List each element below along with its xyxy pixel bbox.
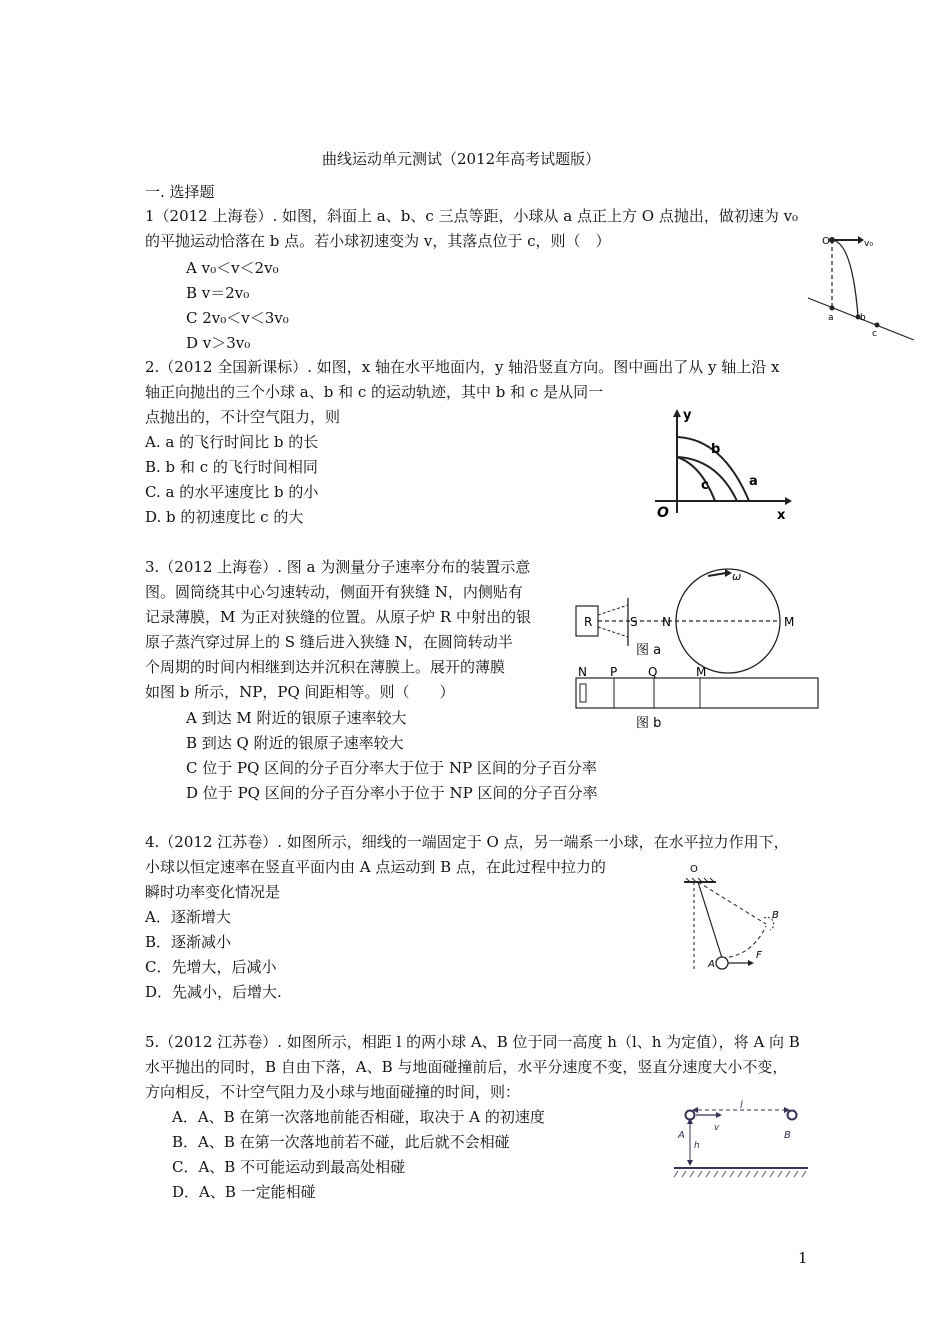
question-text: 瞬时功率变化情况是 bbox=[145, 883, 281, 901]
question-text: 水平抛出的同时，B 自由下落，A、B 与地面碰撞前后，水平分速度不变，竖直分速度大小不变， bbox=[145, 1058, 788, 1076]
label-M: M bbox=[784, 615, 795, 629]
strip-M: M bbox=[696, 665, 707, 679]
option-b: B 到达 Q 附近的银原子速率较大 bbox=[186, 734, 404, 752]
label-O: O bbox=[657, 505, 669, 521]
label-R: R bbox=[584, 615, 593, 629]
label-b: b bbox=[860, 313, 866, 323]
option-c: C 2v₀＜v＜3v₀ bbox=[186, 309, 289, 327]
strip-P: P bbox=[610, 665, 618, 679]
label-B: B bbox=[784, 1130, 791, 1141]
option-a: A. a 的飞行时间比 b 的长 bbox=[145, 433, 319, 451]
q1-figure bbox=[800, 230, 920, 345]
label-v0: v₀ bbox=[864, 239, 873, 249]
option-c: C 位于 PQ 区间的分子百分率大于位于 NP 区间的分子百分率 bbox=[186, 759, 597, 777]
page-title: 曲线运动单元测试（2012年高考试题版） bbox=[322, 150, 601, 168]
label-x: x bbox=[777, 508, 786, 523]
option-b: B v＝2v₀ bbox=[186, 284, 250, 302]
label-h: h bbox=[694, 1141, 700, 1151]
question-text: 个周期的时间内相继到达并沉积在薄膜上。展开的薄膜 bbox=[145, 658, 506, 676]
label-O: O bbox=[690, 864, 698, 875]
option-b: B. b 和 c 的飞行时间相同 bbox=[145, 458, 318, 476]
label-omega: ω bbox=[732, 570, 742, 583]
question-text: 4.（2012 江苏卷）. 如图所示，细线的一端固定于 O 点，另一端系一小球，在水平拉力作用下， bbox=[145, 833, 789, 851]
question-text: 1（2012 上海卷）. 如图，斜面上 a、b、c 三点等距，小球从 a 点正上方 O 点抛出，做初速为 v₀ bbox=[145, 207, 799, 225]
question-text: 方向相反，不计空气阻力及小球与地面碰撞的时间，则： bbox=[145, 1083, 521, 1101]
label-c: c bbox=[701, 478, 709, 493]
option-d: D．A、B 一定能相碰 bbox=[172, 1183, 316, 1201]
q5-figure bbox=[672, 1098, 812, 1188]
page-number: 1 bbox=[798, 1249, 808, 1267]
option-a: A．逐渐增大 bbox=[145, 908, 231, 926]
label-A: A bbox=[678, 1130, 685, 1141]
option-a: A 到达 M 附近的银原子速率较大 bbox=[186, 709, 407, 727]
strip-N: N bbox=[578, 665, 587, 679]
option-a: A v₀＜v＜2v₀ bbox=[186, 259, 279, 277]
label-v: v bbox=[714, 1123, 720, 1133]
option-c: C. a 的水平速度比 b 的小 bbox=[145, 483, 319, 501]
section-heading: 一. 选择题 bbox=[145, 183, 215, 201]
strip-Q: Q bbox=[648, 665, 658, 679]
q4-figure bbox=[680, 860, 800, 980]
option-b: B．A、B 在第一次落地前若不碰，此后就不会相碰 bbox=[172, 1133, 510, 1151]
caption-b: 图 b bbox=[636, 716, 662, 730]
label-A: A bbox=[708, 959, 715, 970]
option-a: A．A、B 在第一次落地前能否相碰，取决于 A 的初速度 bbox=[172, 1108, 545, 1126]
question-text: 记录薄膜，M 为正对狭缝的位置。从原子炉 R 中射出的银 bbox=[145, 608, 531, 626]
option-b: B．逐渐减小 bbox=[145, 933, 232, 951]
question-text: 图。圆筒绕其中心匀速转动，侧面开有狭缝 N，内侧贴有 bbox=[145, 583, 523, 601]
label-N: N bbox=[662, 615, 671, 629]
option-d: D 位于 PQ 区间的分子百分率小于位于 NP 区间的分子百分率 bbox=[186, 784, 598, 802]
option-d: D. b 的初速度比 c 的大 bbox=[145, 508, 304, 526]
label-a: a bbox=[749, 474, 758, 489]
label-O: O bbox=[822, 236, 830, 247]
question-text: 的平抛运动恰落在 b 点。若小球初速变为 v，其落点位于 c，则（ ） bbox=[145, 232, 611, 250]
label-l: l bbox=[740, 1100, 743, 1111]
question-text: 小球以恒定速率在竖直平面内由 A 点运动到 B 点，在此过程中拉力的 bbox=[145, 858, 606, 876]
label-y: y bbox=[683, 408, 692, 423]
label-b: b bbox=[711, 442, 721, 457]
question-text: 原子蒸汽穿过屏上的 S 缝后进入狭缝 N，在圆筒转动半 bbox=[145, 633, 513, 651]
question-text: 3.（2012 上海卷）. 图 a 为测量分子速率分布的装置示意 bbox=[145, 558, 531, 576]
q3-figure bbox=[570, 560, 820, 730]
label-B: B bbox=[772, 910, 779, 921]
q2-figure bbox=[645, 405, 795, 525]
label-c: c bbox=[872, 329, 877, 339]
question-text: 5.（2012 江苏卷）. 如图所示，相距 l 的两小球 A、B 位于同一高度 h（l、h 为定值），将 A 向 B bbox=[145, 1033, 800, 1051]
option-c: C．A、B 不可能运动到最高处相碰 bbox=[172, 1158, 406, 1176]
option-c: C．先增大，后减小 bbox=[145, 958, 277, 976]
question-text: 2.（2012 全国新课标）. 如图，x 轴在水平地面内，y 轴沿竖直方向。图中画出了从 y 轴上沿 x bbox=[145, 358, 780, 376]
caption-a: 图 a bbox=[636, 643, 662, 658]
label-a: a bbox=[828, 313, 834, 323]
label-S: S bbox=[630, 615, 638, 629]
question-text: 点抛出的，不计空气阻力，则 bbox=[145, 408, 341, 426]
option-d: D．先减小，后增大. bbox=[145, 983, 282, 1001]
label-F: F bbox=[756, 950, 762, 961]
option-d: D v＞3v₀ bbox=[186, 334, 251, 352]
question-text: 如图 b 所示，NP，PQ 间距相等。则（ ） bbox=[145, 683, 455, 701]
question-text: 轴正向抛出的三个小球 a、b 和 c 的运动轨迹，其中 b 和 c 是从同一 bbox=[145, 383, 604, 401]
